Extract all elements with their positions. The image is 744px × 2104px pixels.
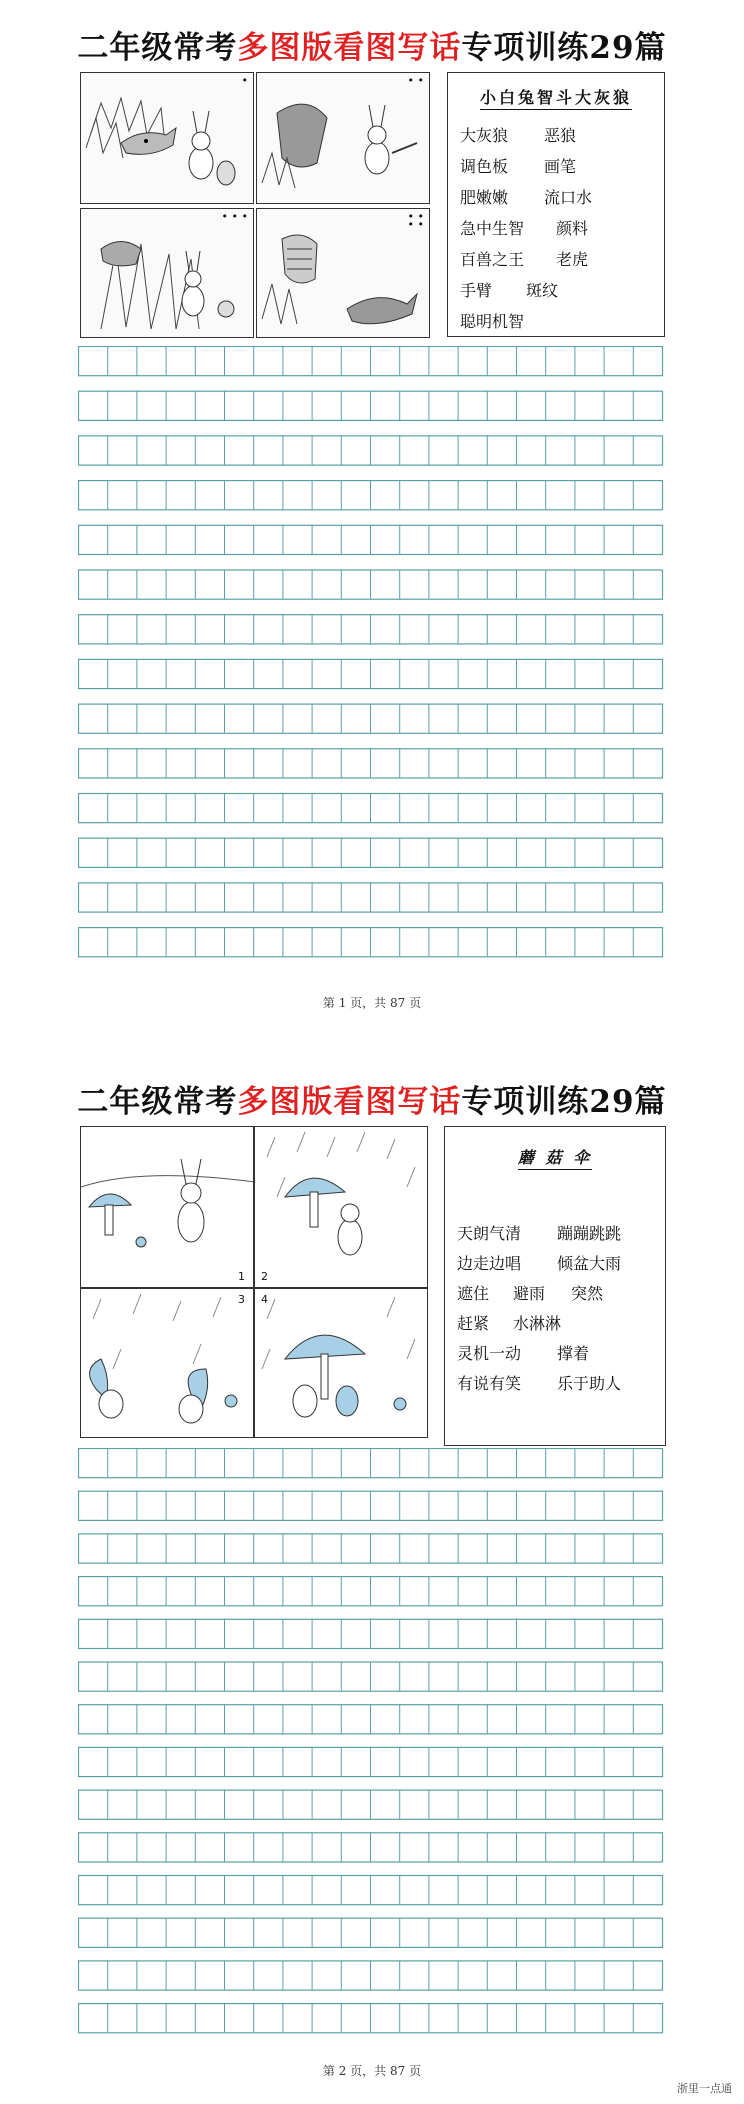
grid-row	[79, 1918, 663, 1948]
grid-row	[79, 748, 663, 778]
grid-row	[79, 614, 663, 644]
grid-row	[79, 1704, 663, 1734]
grid-row	[79, 1491, 663, 1521]
grid-row	[79, 435, 663, 465]
grid-row	[79, 391, 663, 421]
picture-panel-2	[256, 72, 430, 204]
word-bank-row: 有说有笑 乐于助人	[457, 1374, 622, 1393]
writing-grid	[78, 346, 666, 974]
word-bank-row: 赶紧 水淋淋	[457, 1314, 562, 1333]
panel-marker: • • • •	[407, 210, 424, 231]
page-1	[0, 0, 744, 1040]
picture-panel-1	[80, 72, 254, 204]
word-bank-title: 蘑 菇 伞	[518, 1148, 592, 1170]
panel-marker: • • •	[221, 210, 248, 223]
picture-panel-4	[254, 1288, 428, 1438]
grid-row	[79, 1747, 663, 1777]
grid-row	[79, 927, 663, 957]
grid-row	[79, 1832, 663, 1862]
picture-panel-2	[254, 1126, 428, 1288]
picture-panel-3	[80, 1288, 254, 1438]
sharing-umbrella-illustration	[255, 1289, 428, 1438]
picture-panel-4	[256, 208, 430, 338]
grid-row	[79, 1960, 663, 1990]
rain-mushroom-illustration	[255, 1127, 428, 1288]
word-bank-title: 小白兔智斗大灰狼	[480, 88, 632, 110]
word-bank-row: 肥嫩嫩 流口水	[460, 188, 593, 207]
panel-number: 2	[261, 1270, 268, 1283]
grid-row	[79, 704, 663, 734]
grid-row	[79, 1790, 663, 1820]
squirrel-rain-illustration	[81, 1289, 254, 1438]
grid-row	[79, 1448, 663, 1478]
page-1-title: 二年级常考多图版看图写话专项训练29篇	[77, 30, 667, 66]
watermark: 浙里一点通	[677, 2082, 732, 2095]
word-bank-row: 边走边唱 倾盆大雨	[457, 1254, 622, 1273]
picture-panel-1	[80, 1126, 254, 1288]
word-bank-row: 急中生智 颜料	[460, 219, 589, 238]
word-bank-box	[444, 1126, 666, 1446]
grid-row	[79, 882, 663, 912]
grid-row	[79, 346, 663, 376]
grid-row	[79, 659, 663, 689]
grid-row	[79, 793, 663, 823]
grid-row	[79, 1533, 663, 1563]
word-bank-row: 天朗气清 蹦蹦跳跳	[457, 1224, 622, 1243]
page-footer: 第 2 页，共 87 页	[322, 2064, 422, 2078]
wolf-rabbit-illustration	[81, 209, 254, 338]
page-footer: 第 1 页，共 87 页	[322, 996, 422, 1010]
wolf-rabbit-illustration	[81, 73, 254, 204]
panel-number: 4	[261, 1293, 268, 1306]
grid-row	[79, 1576, 663, 1606]
word-bank-row: 手臂 斑纹	[460, 281, 559, 300]
word-bank-row: 灵机一动 撑着	[457, 1344, 590, 1363]
grid-row	[79, 1619, 663, 1649]
grid-row	[79, 480, 663, 510]
panel-marker: •	[241, 74, 248, 87]
word-bank-row: 聪明机智	[460, 312, 525, 331]
page-2-title: 二年级常考多图版看图写话专项训练29篇	[77, 1084, 667, 1120]
word-bank-row: 大灰狼 恶狼	[460, 126, 577, 145]
grid-row	[79, 2003, 663, 2033]
tiger-wolf-illustration	[257, 209, 430, 338]
word-bank-row: 调色板 画笔	[460, 157, 577, 176]
grid-row	[79, 1875, 663, 1905]
mushroom-rabbit-illustration	[81, 1127, 254, 1288]
page-2	[0, 1050, 744, 2104]
word-bank-box	[447, 72, 665, 337]
grid-row	[79, 1662, 663, 1692]
grid-row	[79, 525, 663, 555]
word-bank-row: 百兽之王 老虎	[460, 250, 589, 269]
wolf-rabbit-illustration	[257, 73, 430, 204]
writing-grid	[78, 1448, 666, 2048]
panel-number: 1	[238, 1270, 245, 1283]
grid-row	[79, 838, 663, 868]
grid-row	[79, 570, 663, 600]
picture-panel-3	[80, 208, 254, 338]
panel-marker: • •	[407, 74, 424, 87]
panel-number: 3	[238, 1293, 245, 1306]
word-bank-row: 遮住 避雨 突然	[457, 1284, 604, 1303]
